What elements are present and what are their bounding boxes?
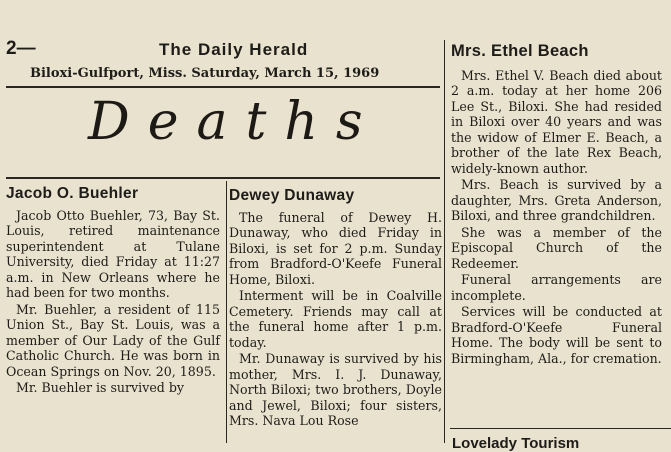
column-rule-right bbox=[444, 40, 445, 443]
obituary-headline: Mrs. Ethel Beach bbox=[451, 42, 589, 60]
obituary-headline: Dewey Dunaway bbox=[229, 187, 355, 204]
obituary-paragraph: Interment will be in Coalville Cemetery. Friends may call at the funeral home after 1 p.m. today. bbox=[229, 288, 442, 350]
obituary-paragraph: She was a member of the Episcopal Church of the Redeemer. bbox=[451, 224, 662, 271]
page-number: 2— bbox=[6, 38, 36, 59]
obituary-headline: Jacob O. Buehler bbox=[6, 185, 139, 202]
obituary-paragraph: Services will be conducted at Bradford-O'Keefe Funeral Home. The body will be sent to Birmingham, Ala., for cremation. bbox=[451, 304, 662, 366]
section-rule bbox=[450, 428, 671, 429]
obituary-paragraph: Mrs. Ethel V. Beach died about 2 a.m. today at her home 206 Lee St., Biloxi. She had resided in Biloxi over 40 years and was the widow of Elmer E. Beach, a brother of the late Rex Beach, widely-known author. bbox=[451, 67, 662, 176]
obituary-dewey-dunaway bbox=[229, 188, 442, 430]
obituary-paragraph: Mr. Buehler, a resident of 115 Union St., Bay St. Louis, was a member of Our Lady of the Gulf Catholic Church. He was born in Ocean Springs on Nov. 20, 1895. bbox=[6, 301, 220, 379]
obituary-ethel-beach bbox=[451, 44, 662, 367]
obituary-paragraph: Jacob Otto Buehler, 73, Bay St. Louis, retired maintenance superintendent at Tulane University, died Friday at 11:27 a.m. in New Orleans where he had been for two months. bbox=[6, 207, 220, 300]
obituary-paragraph: Mr. Buehler is survived by bbox=[16, 380, 185, 395]
obituary-paragraph: Mr. Dunaway is survived by his mother, Mrs. I. J. Dunaway, North Biloxi; two brothers, Doyle and Jewel, Biloxi; four sisters, Mrs. Nava Lou Rose bbox=[229, 351, 442, 428]
next-article-headline: Lovelady Tourism bbox=[452, 435, 580, 452]
dateline: Biloxi-Gulfport, Miss. Saturday, March 15, 1969 bbox=[30, 66, 380, 81]
obituary-paragraph: Mrs. Beach is survived by a daughter, Mrs. Greta Anderson, Biloxi, and three grandchildren. bbox=[451, 177, 662, 223]
column-rule-left bbox=[226, 181, 227, 443]
deaths-banner: Deaths bbox=[88, 92, 381, 152]
obituary-paragraph: Funeral arrangements are incomplete. bbox=[451, 272, 662, 303]
obituary-paragraph: The funeral of Dewey H. Dunaway, who died Friday in Biloxi, is set for 2 p.m. Sunday from Bradford-O'Keefe Funeral Home, Biloxi. bbox=[229, 209, 442, 287]
obituary-jacob-buehler bbox=[6, 186, 220, 397]
masthead-rule bbox=[6, 86, 440, 88]
newspaper-title: The Daily Herald bbox=[159, 40, 309, 59]
banner-rule bbox=[6, 177, 440, 179]
